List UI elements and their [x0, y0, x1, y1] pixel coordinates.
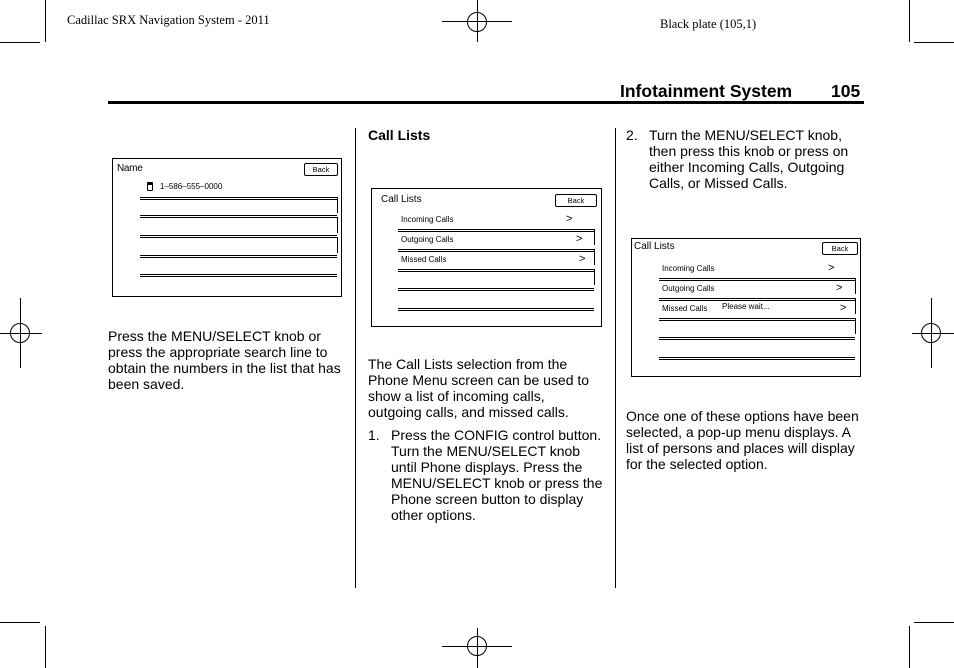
right-paragraph: Once one of these options have been selected, a pop-up menu displays. A list of persons and places will display for the selected option. [626, 408, 859, 472]
list-row-divider [659, 318, 855, 321]
list-row-divider [398, 249, 594, 252]
chevron-right-icon: > [576, 233, 583, 245]
missed-calls-item[interactable]: Missed Calls [401, 255, 447, 264]
crop-mark [914, 42, 954, 43]
screen-title: Name [117, 163, 143, 174]
list-row-edge [594, 249, 595, 265]
page-number: 105 [831, 81, 861, 101]
column-divider [615, 128, 616, 588]
list-row-divider [140, 215, 337, 218]
list-row-edge [855, 318, 856, 334]
chevron-right-icon: > [840, 302, 847, 314]
crop-mark [909, 0, 910, 42]
list-row-divider [140, 235, 337, 238]
list-row-divider [398, 269, 594, 272]
incoming-calls-item[interactable]: Incoming Calls [662, 264, 715, 273]
chevron-right-icon: > [579, 253, 586, 265]
list-row-edge [855, 298, 856, 314]
middle-paragraph: The Call Lists selection from the Phone Menu screen can be used to show a list of incoming calls, outgoing calls, and missed calls. [368, 356, 590, 420]
registration-mark [931, 298, 932, 368]
plate-label: Black plate (105,1) [660, 17, 757, 31]
chevron-right-icon: > [836, 282, 843, 294]
step-text: Press the CONFIG control button. Turn the MENU/SELECT knob until Phone displays. Press the MENU/SELECT knob or press the Phone screen button to display other options. [391, 427, 603, 523]
crop-mark [914, 622, 954, 623]
registration-mark [0, 333, 42, 334]
list-row-divider [659, 357, 855, 360]
registration-mark [20, 298, 21, 368]
crop-mark [0, 622, 40, 623]
back-button[interactable]: Back [555, 194, 597, 207]
outgoing-calls-item[interactable]: Outgoing Calls [401, 235, 454, 244]
back-button[interactable]: Back [822, 242, 858, 255]
section-title: Infotainment System [620, 81, 793, 101]
phone-icon [147, 182, 153, 191]
name-screen [112, 158, 342, 297]
call-lists-screen [371, 188, 602, 327]
registration-mark [912, 333, 954, 334]
column-divider [355, 128, 356, 588]
list-row-divider [659, 337, 855, 340]
list-row-edge [594, 269, 595, 285]
step-2 [626, 127, 864, 197]
crop-mark [45, 0, 46, 42]
list-row-divider [398, 288, 594, 291]
list-row-divider [398, 308, 594, 311]
document-title: Cadillac SRX Navigation System - 2011 [67, 13, 270, 27]
list-row-divider [398, 229, 594, 232]
step-1 [368, 427, 606, 527]
registration-mark [477, 0, 478, 42]
list-row-edge [337, 237, 338, 253]
crop-mark [45, 626, 46, 668]
incoming-calls-item[interactable]: Incoming Calls [401, 215, 454, 224]
left-paragraph: Press the MENU/SELECT knob or press the appropriate search line to obtain the numbers in the list that has been saved. [108, 328, 341, 392]
back-button[interactable]: Back [304, 163, 338, 176]
list-row-divider [140, 255, 337, 258]
list-row-divider [659, 298, 855, 301]
list-row-edge [337, 197, 338, 213]
list-row-divider [140, 197, 337, 200]
registration-mark [477, 628, 478, 668]
step-number: 1. [368, 427, 380, 443]
chevron-right-icon: > [828, 262, 835, 274]
missed-calls-item[interactable]: Missed Calls [662, 304, 708, 313]
please-wait-popup: Please wait... [722, 302, 770, 311]
list-row-divider [140, 274, 337, 277]
screen-title: Call Lists [381, 194, 422, 205]
list-row-edge [594, 229, 595, 245]
list-row-edge [855, 278, 856, 294]
screen-title: Call Lists [634, 241, 675, 252]
outgoing-calls-item[interactable]: Outgoing Calls [662, 284, 715, 293]
list-row-edge [337, 217, 338, 233]
step-number: 2. [626, 127, 638, 143]
chevron-right-icon: > [566, 213, 573, 225]
header-rule [108, 101, 864, 104]
crop-mark [0, 42, 40, 43]
list-row-divider [659, 278, 855, 281]
step-text: Turn the MENU/SELECT knob, then press this knob or press on either Incoming Calls, Outgoing Calls, or Missed Calls. [649, 127, 849, 191]
call-lists-wait-screen [631, 238, 861, 377]
crop-mark [909, 626, 910, 668]
phone-number-entry[interactable]: 1–586–555–0000 [160, 182, 223, 191]
call-lists-heading: Call Lists [368, 127, 431, 143]
